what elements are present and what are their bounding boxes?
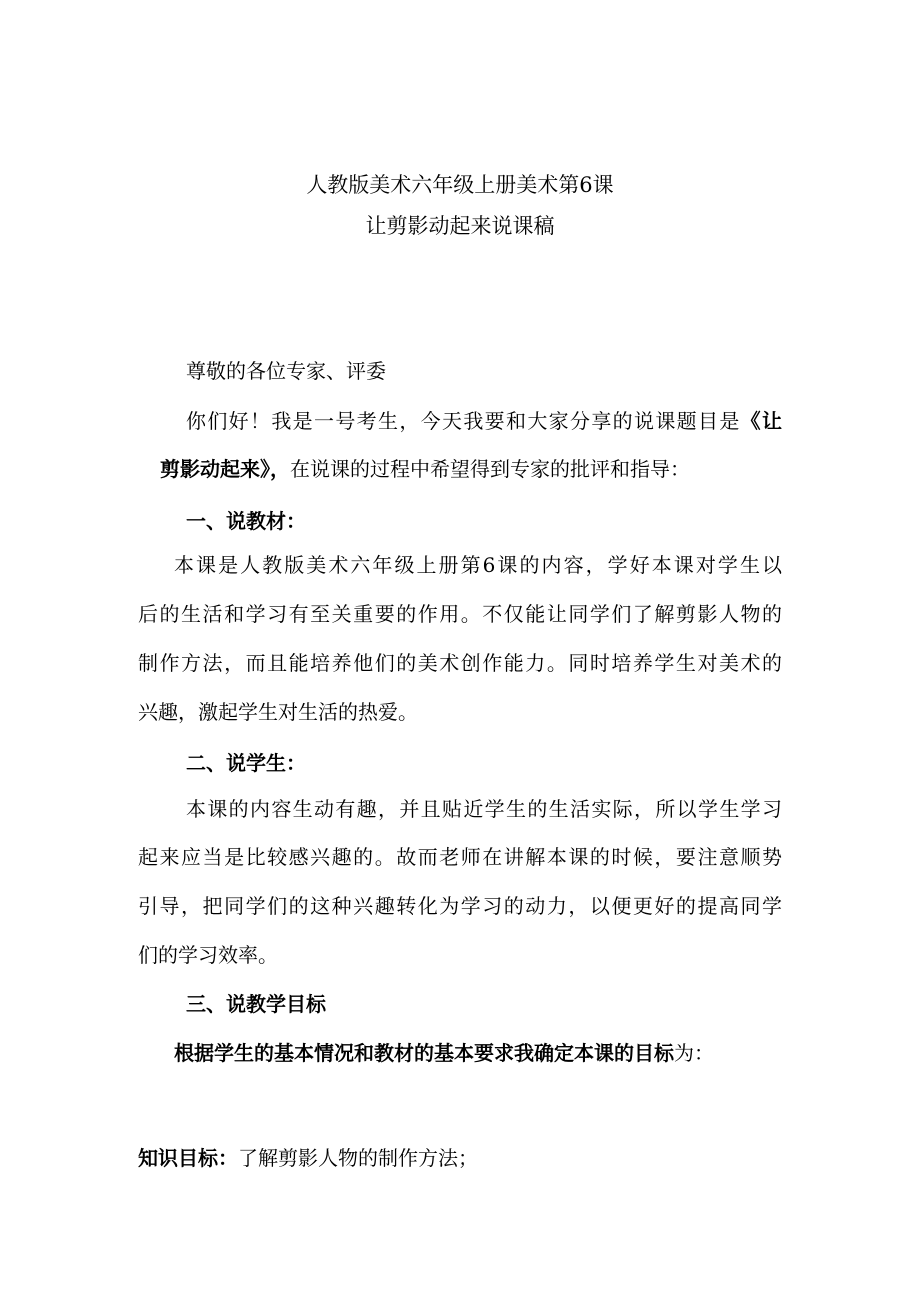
goals-lead-tail: 为：	[674, 1041, 714, 1065]
document-subtitle: 让剪影动起来说课稿	[365, 214, 555, 238]
paragraph-line: 引导，把同学们的这种兴趣转化为学习的动力，以便更好的提高同学	[138, 894, 782, 918]
paragraph-line: 们的学习效率。	[138, 943, 278, 967]
greeting: 尊敬的各位专家、评委	[186, 359, 386, 383]
knowledge-goal-text: 了解剪影人物的制作方法；	[238, 1146, 478, 1170]
intro-title-end: 剪影动起来》，	[160, 457, 290, 481]
paragraph-line: 制作方法，而且能培养他们的美术创作能力。同时培养学生对美术的	[138, 651, 782, 675]
paragraph-line: 起来应当是比较感兴趣的。故而老师在讲解本课的时候，要注意顺势	[138, 845, 782, 869]
section-heading-students: 二、说学生：	[186, 751, 306, 775]
intro-title-start: 《让	[740, 409, 783, 433]
intro-line-2	[160, 456, 690, 482]
knowledge-goal	[138, 1145, 478, 1171]
goals-lead-bold: 根据学生的基本情况和教材的基本要求我确定本课的目标	[174, 1041, 674, 1065]
section-heading-goals: 三、说教学目标	[186, 992, 326, 1016]
document-title: 人教版美术六年级上册美术第6课	[306, 173, 614, 197]
knowledge-goal-label: 知识目标：	[138, 1146, 238, 1170]
paragraph-line: 本课的内容生动有趣，并且贴近学生的生活实际，所以学生学习	[186, 797, 782, 821]
paragraph-line: 后的生活和学习有至关重要的作用。不仅能让同学们了解剪影人物的	[138, 602, 782, 626]
paragraph-line: 本课是人教版美术六年级上册第6课的内容，学好本课对学生以	[174, 553, 782, 577]
paragraph-line: 兴趣，激起学生对生活的热爱。	[138, 700, 418, 724]
intro-text-2: 在说课的过程中希望得到专家的批评和指导：	[290, 457, 690, 481]
intro-text: 你们好！我是一号考生，今天我要和大家分享的说课题目是	[186, 409, 741, 433]
section-heading-textbook: 一、说教材：	[186, 509, 306, 533]
goals-lead	[174, 1040, 714, 1066]
intro-line-1	[186, 408, 782, 434]
